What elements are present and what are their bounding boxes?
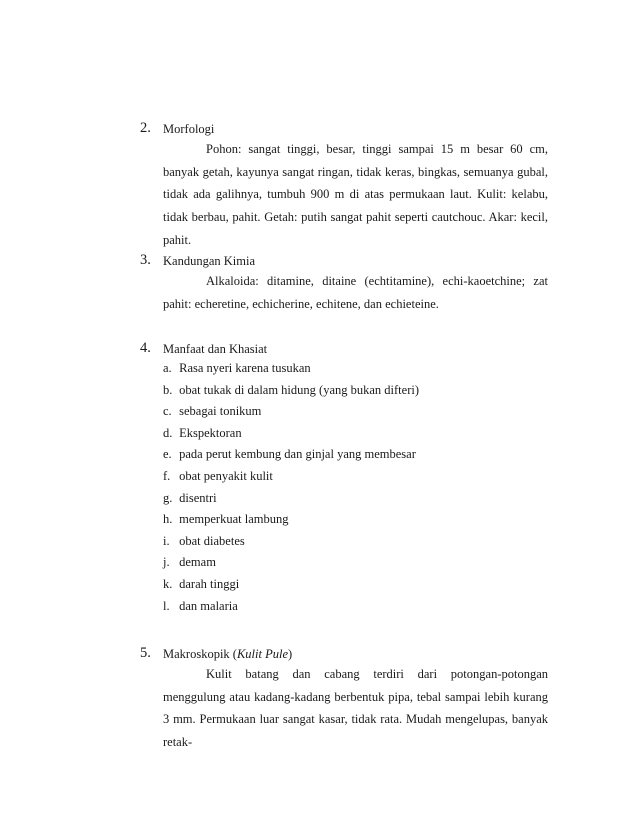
section-number: 2.: [140, 120, 151, 136]
list-item: k. darah tinggi: [163, 576, 240, 591]
list-item: f. obat penyakit kulit: [163, 468, 273, 483]
list-item: b. obat tukak di dalam hidung (yang bukan difteri): [163, 382, 419, 397]
heading-italic-term: Kulit Pule: [236, 647, 288, 661]
section-number: 5.: [140, 645, 151, 661]
section-number: 4.: [140, 340, 151, 356]
section-paragraph: Pohon: sangat tinggi, besar, tinggi sampai 15 m besar 60 cm, banyak getah, kayunya sangat ringan, tidak keras, bingkas, semuanya gubal, tidak ada galihnya, tumbuh 900 m di atas permukaan laut. Kulit: kelabu, tidak berbau, pahit. Getah: putih sangat pahit seperti cautchouc. Akar: kecil, pahit.: [163, 142, 548, 247]
section-paragraph: Alkaloida: ditamine, ditaine (echtitamine), echi-kaoetchine; zat pahit: echeretine, echicherine, echitene, dan echieteine.: [163, 274, 548, 311]
list-item: h. memperkuat lambung: [163, 512, 289, 527]
section-heading: Manfaat dan Khasiat: [163, 342, 268, 356]
list-item: l. dan malaria: [163, 598, 238, 613]
list-item: e. pada perut kembung dan ginjal yang membesar: [163, 447, 416, 462]
list-item: i. obat diabetes: [163, 533, 245, 548]
section-number: 3.: [140, 252, 151, 268]
list-item: c. sebagai tonikum: [163, 404, 262, 419]
list-item: d. Ekspektoran: [163, 425, 242, 440]
section-heading: Kandungan Kimia: [163, 254, 255, 268]
list-item: j. demam: [163, 555, 216, 570]
section-heading: Makroskopik (Kulit Pule): [163, 647, 293, 661]
section-paragraph: Kulit batang dan cabang terdiri dari potongan-potongan menggulung atau kadang-kadang berbentuk pipa, tebal sampai lebih kurang 3 mm. Permukaan luar sangat kasar, tidak rata. Mudah mengelupas, banyak retak-: [163, 667, 548, 750]
list-item: g. disentri: [163, 490, 217, 505]
list-item: a. Rasa nyeri karena tusukan: [163, 361, 311, 375]
section-heading: Morfologi: [163, 122, 215, 136]
benefit-list: [163, 358, 419, 617]
